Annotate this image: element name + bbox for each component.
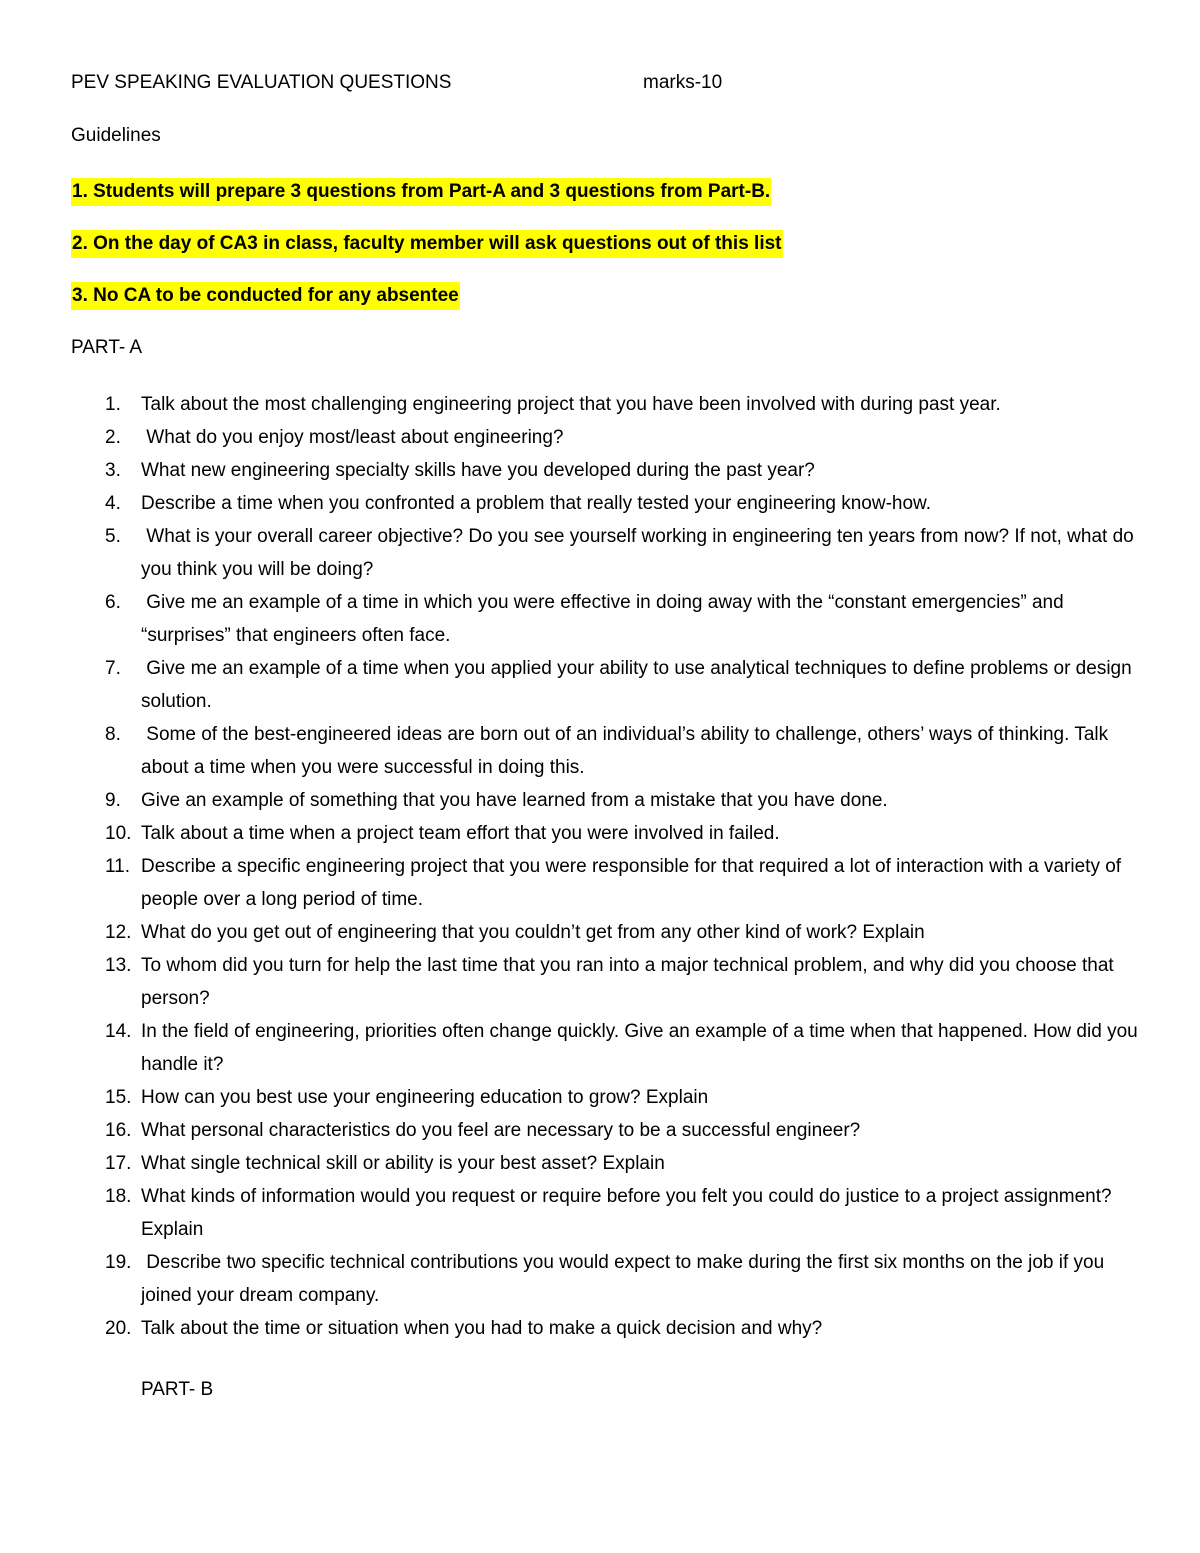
part-a-heading: PART- A	[71, 337, 143, 358]
question-item	[0, 718, 1200, 784]
question-number: 5.	[105, 526, 121, 547]
question-number: 13.	[105, 955, 132, 976]
question-number: 20.	[105, 1318, 132, 1339]
question-number: 3.	[105, 460, 121, 481]
question-item	[0, 1246, 1200, 1312]
question-number: 7.	[105, 658, 121, 679]
question-text: What new engineering specialty skills have you developed during the past year?	[141, 460, 815, 481]
question-item	[0, 949, 1200, 1015]
question-number: 17.	[105, 1153, 132, 1174]
question-text: Give an example of something that you have learned from a mistake that you have done.	[141, 790, 888, 811]
marks-label: marks-10	[643, 72, 723, 93]
part-b-heading: PART- B	[141, 1379, 214, 1400]
question-item	[0, 850, 1200, 916]
question-text: What personal characteristics do you feel are necessary to be a successful engineer?	[141, 1120, 861, 1141]
question-item	[0, 1081, 1200, 1114]
question-item	[0, 817, 1200, 850]
part-a-question-list	[0, 388, 1200, 1345]
question-text: Some of the best-engineered ideas are born out of an individual’s ability to challenge, others’ ways of thinking. Talk about a time when you were successful in doing this.	[141, 724, 1114, 778]
question-item	[0, 1312, 1200, 1345]
question-text: Describe a specific engineering project that you were responsible for that required a lot of interaction with a variety of people over a long period of time.	[141, 856, 1127, 910]
question-number: 18.	[105, 1186, 132, 1207]
question-item	[0, 1114, 1200, 1147]
question-item	[0, 916, 1200, 949]
question-number: 14.	[105, 1021, 132, 1042]
question-item	[0, 1180, 1200, 1246]
question-text: Talk about a time when a project team effort that you were involved in failed.	[141, 823, 780, 844]
question-number: 2.	[105, 427, 121, 448]
question-text: Talk about the most challenging engineering project that you have been involved with during past year.	[141, 394, 1001, 415]
question-text: To whom did you turn for help the last time that you ran into a major technical problem, and why did you choose that person?	[141, 955, 1119, 1009]
question-item	[0, 1147, 1200, 1180]
question-text: What single technical skill or ability is your best asset? Explain	[141, 1153, 665, 1174]
question-item	[0, 784, 1200, 817]
question-number: 8.	[105, 724, 121, 745]
question-text: Describe two specific technical contributions you would expect to make during the first six months on the job if you joined your dream company.	[141, 1252, 1110, 1306]
question-number: 6.	[105, 592, 121, 613]
question-text: What do you enjoy most/least about engineering?	[141, 427, 564, 448]
question-item	[0, 421, 1200, 454]
question-text: What kinds of information would you request or require before you felt you could do justice to a project assignment? Explain	[141, 1186, 1117, 1240]
question-number: 11.	[105, 856, 131, 877]
question-number: 15.	[105, 1087, 132, 1108]
question-text: Give me an example of a time when you applied your ability to use analytical techniques to define problems or design solution.	[141, 658, 1137, 712]
question-item	[0, 454, 1200, 487]
question-item	[0, 388, 1200, 421]
question-text: What is your overall career objective? Do you see yourself working in engineering ten years from now? If not, what do you think you will be doing?	[141, 526, 1140, 580]
question-item	[0, 586, 1200, 652]
question-text: How can you best use your engineering education to grow? Explain	[141, 1087, 709, 1108]
question-number: 1.	[105, 394, 121, 415]
question-item	[0, 652, 1200, 718]
question-item	[0, 1015, 1200, 1081]
question-text: Talk about the time or situation when you had to make a quick decision and why?	[141, 1318, 823, 1339]
question-item	[0, 520, 1200, 586]
guideline-item: 1. Students will prepare 3 questions from Part-A and 3 questions from Part-B.	[71, 178, 771, 206]
guidelines-heading: Guidelines	[71, 125, 161, 146]
question-text: What do you get out of engineering that you couldn’t get from any other kind of work? Explain	[141, 922, 925, 943]
question-number: 16.	[105, 1120, 132, 1141]
question-text: Describe a time when you confronted a problem that really tested your engineering know-how.	[141, 493, 931, 514]
question-number: 10.	[105, 823, 132, 844]
question-number: 4.	[105, 493, 121, 514]
guideline-item: 3. No CA to be conducted for any absentee	[71, 282, 460, 310]
document-header	[71, 72, 1131, 100]
question-item	[0, 487, 1200, 520]
question-text: Give me an example of a time in which you were effective in doing away with the “constant emergencies” and “surprises” that engineers often face.	[141, 592, 1069, 646]
question-text: In the field of engineering, priorities often change quickly. Give an example of a time when that happened. How did you handle it?	[141, 1021, 1143, 1075]
question-number: 9.	[105, 790, 121, 811]
document-title: PEV SPEAKING EVALUATION QUESTIONS	[71, 72, 452, 93]
question-number: 12.	[105, 922, 132, 943]
guideline-item: 2. On the day of CA3 in class, faculty member will ask questions out of this list	[71, 230, 783, 258]
question-number: 19.	[105, 1252, 132, 1273]
